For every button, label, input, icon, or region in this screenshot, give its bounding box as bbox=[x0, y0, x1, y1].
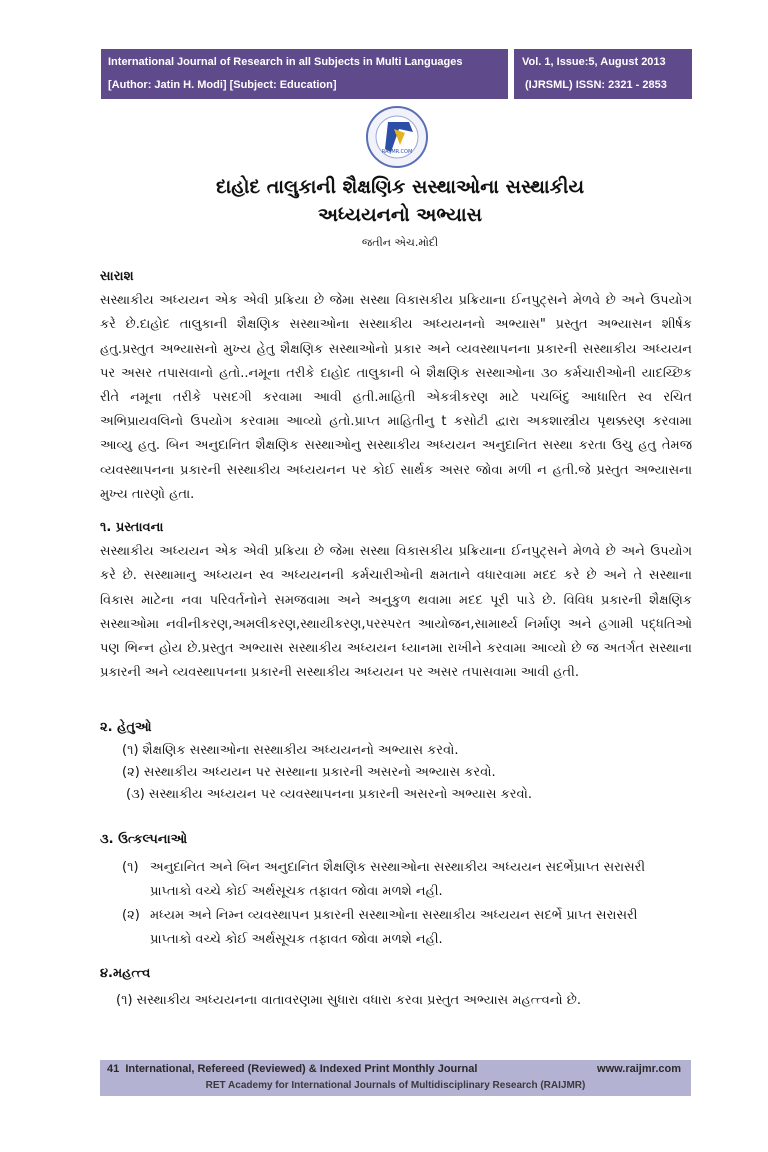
hypothesis-text: મધ્યમ અને નિમ્ન વ્યવસ્થાપન પ્રકારની સસ્થાઓના સસ્થાકીય અધ્યયન સદર્ભે પ્રાપ્ત સરાસરી bbox=[150, 908, 638, 923]
footer-journal-line bbox=[107, 1063, 477, 1075]
journal-name: International Journal of Research in all Subjects in Multi Languages bbox=[108, 56, 463, 68]
journal-footer-band bbox=[100, 1060, 691, 1096]
raijmr-logo-icon bbox=[361, 105, 433, 169]
website-link[interactable]: www.raijmr.com bbox=[597, 1063, 681, 1075]
importance-heading: ૪.મહત્ત્વ bbox=[100, 966, 151, 981]
volume-issue: Vol. 1, Issue:5, August 2013 bbox=[522, 56, 666, 68]
paper-title-line1: દાહોદ તાલુકાની શૈક્ષણિક સસ્થાઓના સસ્થાકીય bbox=[215, 176, 585, 198]
issn: (IJRSML) ISSN: 2321 - 2853 bbox=[525, 79, 667, 91]
list-item: (૧) સસ્થાકીય અધ્યયનના વાતાવરણમા સુધારા વધારા કરવા પ્રસ્તુત અભ્યાસ મહત્ત્વનો છે. bbox=[116, 993, 581, 1008]
hypothesis-text-cont: પ્રાપ્તાકો વચ્ચે કોઈ અર્થસૂચક તફાવત જોવા મળશે નહી. bbox=[150, 932, 443, 947]
hypothesis-text: અનુદાનિત અને બિન અનુદાનિત શૈક્ષણિક સસ્થાઓના સસ્થાકીય અધ્યયન સદર્ભેપ્રાપ્ત સરાસરી bbox=[150, 860, 646, 875]
objectives-list bbox=[122, 740, 532, 806]
hypothesis-number: (૧) bbox=[122, 860, 139, 875]
list-item: (૧) શૈક્ષણિક સસ્થાઓના સસ્થાકીય અધ્યયનનો અભ્યાસ કરવો. bbox=[122, 743, 459, 758]
journal-header-band bbox=[101, 49, 692, 99]
list-item: (૨) સસ્થાકીય અધ્યયન પર સસ્થાના પ્રકારની અસરનો અભ્યાસ કરવો. bbox=[122, 765, 496, 780]
introduction-section bbox=[100, 516, 692, 685]
introduction-heading: ૧. પ્રસ્તાવના bbox=[100, 520, 164, 535]
hypothesis-item bbox=[122, 856, 692, 904]
paper-title-line2: અધ્યયનનો અભ્યાસ bbox=[317, 204, 483, 226]
objectives-heading: ૨. હેતુઓ bbox=[100, 720, 152, 735]
logo-text: RAIJMR.COM bbox=[381, 149, 413, 155]
page-number: 41 bbox=[107, 1063, 120, 1075]
footer-journal-title: International, Refereed (Reviewed) & Indexed Print Monthly Journal bbox=[125, 1063, 478, 1075]
introduction-text: સસ્થાકીય અધ્યયન એક એવી પ્રક્રિયા છે જેમા સસ્થા વિકાસકીય પ્રક્રિયાના ઈનપુટ્સને મેળવે છે અને ઉપયોગ કરે છે. સસ્થામાનુ અધ્યયન સ્વ અધ્યયનની કર્મચારીઓની ક્ષમતાને વધારવામા મદદ કરે છે અને તે સસ્થાના વિકાસ માટેના નવા પરિવર્તનોને સમજવામા અને અનુકુળ થવામા મદદ પૂરી પાડે છે. વિવિધ પ્રકારની શૈક્ષણિક સસ્થાઓમા નવીનીકરણ,અમલીકરણ,સ્થાયીકરણ,પરસ્પરત આયોજન,સામાર્થ્ય નિર્માણ અને હગામી પદ્ધતિઓ પણ ભિન્ન હોય છે.પ્રસ્તુત અભ્યાસ સસ્થાકીય અધ્યયન ધ્યાનમા રાખીને કરવામા આવ્યો છે જ અતર્ગત સસ્થાના પ્રકારની અને વ્યવસ્થાપનના પ્રકારની સસ્થાકીય અધ્યયન પર અસર તપાસવામા આવી હતી. bbox=[100, 544, 692, 681]
footer-academy: RET Academy for International Journals of Multidisciplinary Research (RAIJMR) bbox=[205, 1080, 586, 1091]
importance-list bbox=[116, 990, 581, 1012]
author-subject: [Author: Jatin H. Modi] [Subject: Education] bbox=[108, 79, 337, 91]
list-item: (૩) સસ્થાકીય અધ્યયન પર વ્યવસ્થાપનના પ્રકારની અસરનો અભ્યાસ કરવો. bbox=[126, 787, 532, 802]
hypothesis-number: (૨) bbox=[122, 908, 140, 923]
abstract-section bbox=[100, 265, 692, 507]
paper-author: જતીન એચ.મોદી bbox=[361, 236, 439, 249]
header-divider bbox=[508, 49, 514, 99]
hypothesis-item bbox=[122, 904, 692, 952]
abstract-heading: સારાશ bbox=[100, 269, 134, 284]
abstract-text: સસ્થાકીય અધ્યયન એક એવી પ્રક્રિયા છે જેમા સસ્થા વિકાસકીય પ્રક્રિયાના ઈનપુટ્સને મેળવે છે અને ઉપયોગ કરે છે.દાહોદ તાલુકાની શૈક્ષણિક સસ્થાઓના સસ્થાકીય અધ્યયનનો અભ્યાસ" પ્રસ્તુત અભ્યાસન શીર્ષક હતુ.પ્રસ્તુત અભ્યાસનો મુખ્ય હેતુ શૈક્ષણિક સસ્થાઓનો પ્રકાર અને વ્યવસ્થાપનના પ્રકારની સસ્થાકીય અધ્યયન પર અસર તપાસવાનો હતો..નમૂના તરીકે દાહોદ તાલુકાની બે શૈક્ષણિક સસ્થાઓના ૩૦ કર્મચારીઓની યાદચ્છિક રીતે નમૂના તરીકે પસદગી કરવામા આવી હતી.માહિતી એકત્રીકરણ માટે પચબિંદુ આધારિત સ્વ રચિત અભિપ્રાયવલિનો ઉપયોગ કરવામા આવ્યો હતો.પ્રાપ્ત માહિતીનુ t કસોટી દ્વારા અકશાસ્ત્રીય પૃથક્કરણ કરવામા આવ્યુ હતુ. બિન અનુદાનિત શૈક્ષણિક સસ્થાઓનુ સસ્થાકીય અધ્યયન અનુદાનિત સસ્થા કરતા ઉચુ હતુ તેમજ વ્યવસ્થાપનના પ્રકારની સસ્થાકીય અધ્યયનન પર કોઈ સાર્થક અસર જોવા મળી ન હતી.જે પ્રસ્તુત અભ્યાસના મુખ્ય તારણો હતા. bbox=[100, 293, 692, 502]
hypothesis-text-cont: પ્રાપ્તાકો વચ્ચે કોઈ અર્થસૂચક તફાવત જોવા મળશે નહી. bbox=[150, 884, 443, 899]
hypotheses-heading: ૩. ઉત્કલ્પનાઓ bbox=[100, 832, 188, 847]
